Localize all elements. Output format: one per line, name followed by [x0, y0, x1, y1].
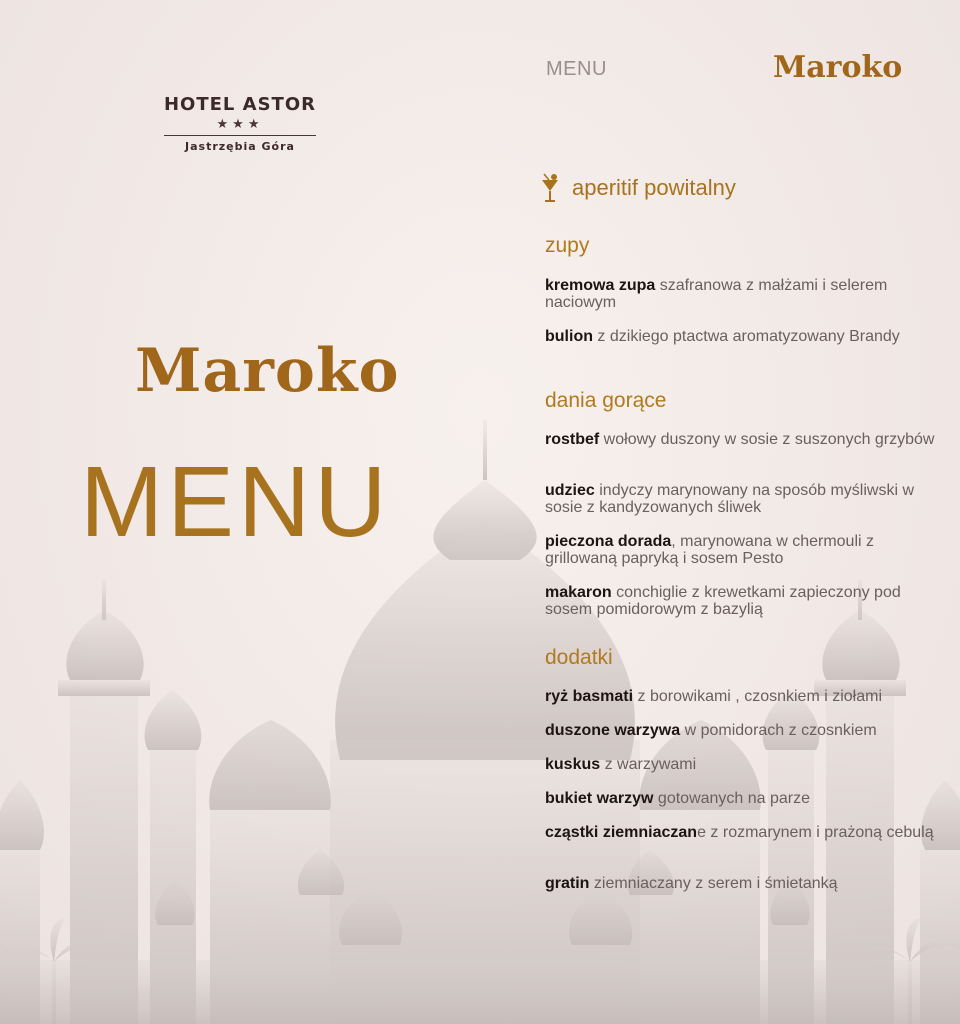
menu-item: [545, 431, 945, 448]
divider: [164, 135, 316, 136]
section-title-zupy: zupy: [545, 234, 590, 257]
menu-item: [545, 824, 945, 841]
menu-item-name: gratin: [545, 875, 590, 892]
hotel-city: Jastrzębia Góra: [185, 140, 295, 153]
cocktail-glass-icon: [540, 172, 560, 204]
maroko-logo-small: Maroko: [773, 50, 903, 85]
menu-item-desc: ziemniaczany z serem i śmietanką: [589, 875, 838, 892]
menu-item-desc: conchiglie z krewetkami zapieczony pod sosem pomidorowym z bazylią: [545, 584, 901, 618]
menu-item-name: makaron: [545, 584, 612, 601]
menu-item-name: bukiet warzyw: [545, 790, 654, 807]
menu-item-desc: z warzywami: [600, 756, 697, 773]
header-menu-label: MENU: [546, 58, 607, 80]
menu-item-name: ryż basmati: [545, 688, 634, 705]
menu-item: [545, 790, 945, 807]
menu-item: [545, 688, 955, 705]
menu-item: [545, 328, 945, 345]
menu-item-name: udziec: [545, 482, 595, 499]
menu-item-desc: indyczy marynowany na sposób myśliwski w sosie z kandyzowanych śliwek: [545, 482, 915, 516]
menu-item: [545, 482, 945, 516]
menu-item-name: kremowa zupa: [545, 277, 656, 294]
menu-item-desc: szafranowa z małżami i selerem naciowym: [545, 277, 888, 311]
section-title-dania: dania gorące: [545, 389, 667, 412]
menu-item-name: kuskus: [545, 756, 601, 773]
menu-item: [545, 722, 945, 739]
aperitif-row: [540, 172, 736, 204]
menu-item-desc: wołowy duszony w sosie z suszonych grzybów: [599, 431, 935, 448]
menu-item-name: duszone warzywa: [545, 722, 681, 739]
maroko-logo-large: Maroko: [135, 336, 400, 406]
hotel-name: HOTEL ASTOR: [163, 94, 316, 115]
menu-item: [545, 584, 945, 618]
cover-title: MENU: [80, 446, 391, 558]
menu-item: [545, 533, 945, 567]
menu-item: [545, 875, 945, 892]
aperitif-label: aperitif powitalny: [572, 175, 736, 200]
menu-item-desc: e z rozmarynem i prażoną cebulą: [697, 824, 934, 841]
menu-item-name: rostbef: [545, 431, 600, 448]
menu-item-desc: , marynowana w chermouli z grillowaną papryką i sosem Pesto: [545, 533, 874, 567]
menu-item-desc: w pomidorach z czosnkiem: [680, 722, 877, 739]
hotel-logo: [160, 94, 320, 153]
menu-item-name: pieczona dorada: [545, 533, 672, 550]
section-title-dodatki: dodatki: [545, 646, 613, 669]
menu-item-desc: gotowanych na parze: [653, 790, 811, 807]
menu-item-desc: z borowikami , czosnkiem i ziołami: [633, 688, 882, 705]
menu-item-name: cząstki ziemniaczan: [545, 824, 698, 841]
menu-item-desc: z dzikiego ptactwa aromatyzowany Brandy: [592, 328, 900, 345]
menu-item: [545, 277, 945, 311]
hotel-stars: ★★★: [216, 116, 264, 131]
menu-item: [545, 756, 945, 773]
menu-item-name: bulion: [545, 328, 593, 345]
